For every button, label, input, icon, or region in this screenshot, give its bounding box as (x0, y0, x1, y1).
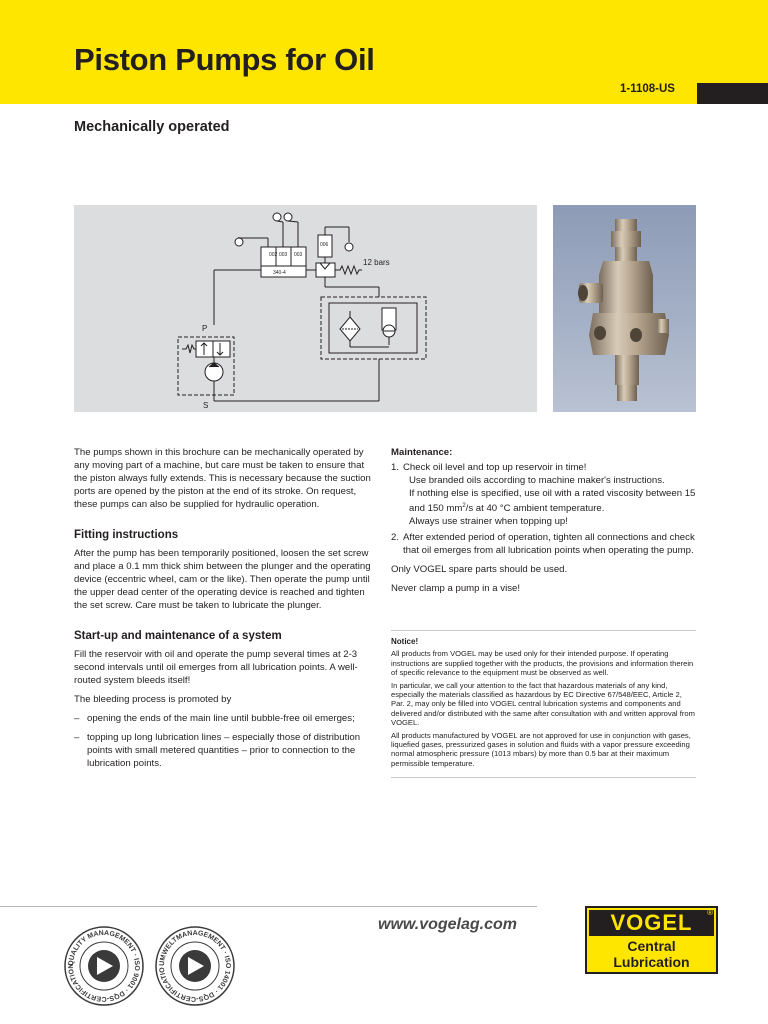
maintenance-heading: Maintenance: (391, 447, 453, 458)
maintenance-viscosity (403, 487, 696, 515)
bleeding-paragraph: The bleeding process is promoted by (74, 694, 232, 705)
registered-mark: ® (707, 908, 713, 917)
piston-pump-icon (553, 205, 696, 412)
notice-paragraph: In particular, we call your attention to the fact that hazardous materials of any kind, especially the materials classified as hazardous by EC Directive 67/548/EEC, Article 2, Par. 2, may only be filled into VOGEL central lubrication systems and components and delivered and/or distributed with the same after consultation with and written approval from VOGEL. (391, 680, 695, 728)
valve-code-label: 006 (320, 242, 329, 248)
list-item-text: opening the ends of the main line until bubble-free oil emerges; (87, 713, 355, 724)
fitting-heading: Fitting instructions (74, 529, 179, 541)
footer-divider (0, 906, 537, 907)
hydraulic-diagram (74, 205, 537, 412)
page-subtitle: Mechanically operated (74, 119, 230, 135)
notice-box (391, 630, 696, 778)
item-number: 2. (391, 532, 400, 544)
list-item (74, 712, 379, 725)
maintenance-line: Use branded oils according to machine maker's instructions. (409, 475, 665, 486)
spare-parts-note: Only VOGEL spare parts should be used. (391, 564, 568, 576)
iso-9001-seal (62, 924, 146, 1013)
list-item (74, 731, 379, 770)
fitting-paragraph: After the pump has been temporarily positioned, loosen the set screw and place a 0.1 mm thick shim between the plunger and the operating device (eccentric wheel, cam or the like). Then operate the pump until the upper dead center of the operating device is reached and tighten the set screw. Care must be taken to lubricate the plunger. (74, 548, 371, 611)
logo-brand: VOGEL (589, 910, 714, 936)
block-output-1: 002 (269, 252, 278, 258)
right-column (391, 446, 696, 601)
viscosity-unit-text: /s at 40 °C ambient temperature. (465, 503, 605, 515)
intro-paragraph: The pumps shown in this brochure can be mechanically operated by any moving part of a machine, but care must be taken to ensure that the piston always fully extends. This is necessary because the suction ports are opened by the piston at the end of its stroke. On request, these pumps can also be supplied for hydraulic operation. (74, 447, 371, 510)
iso-14001-seal (153, 924, 237, 1013)
startup-heading: Start-up and maintenance of a system (74, 630, 282, 642)
list-item (391, 461, 696, 528)
item-number: 1. (391, 462, 400, 473)
bullet-marker: – (74, 732, 80, 743)
notice-paragraph: All products from VOGEL may be used only for their intended purpose. If operating instructions are supplied together with the products, the provisions and information therein of specific relevance to the equipment must be observed as well. (391, 649, 694, 678)
seal-text: QUALITY MANAGEMENT · ISO 9001 · DQS-CERTIFICATION (67, 929, 141, 1003)
list-item-text: topping up long lubrication lines – especially those of distribution points with small metered quantities – prior to connection to the lubrication points. (87, 732, 361, 769)
port-p-label: P (202, 324, 208, 333)
notice-heading: Notice! (391, 637, 419, 646)
logo-line-lubrication: Lubrication (613, 954, 690, 970)
notice-paragraph: All products manufactured by VOGEL are not approved for use in conjunction with gases, liquefied gases, pressurized gases in solution and fluids with a vapor pressure exceeding normal atmospheric pressure (1013 mbars) by more than 0.5 bar at their maximum permissible temperature. (391, 730, 691, 768)
page-title: Piston Pumps for Oil (74, 42, 375, 77)
maintenance-line: Check oil level and top up reservoir in time! (403, 462, 587, 473)
left-column (74, 446, 379, 776)
logo-line-central: Central (627, 938, 676, 954)
block-id-label: 340-4 (273, 270, 286, 276)
startup-paragraph: Fill the reservoir with oil and operate the pump several times at 2-3 second intervals until oil emerges from all lubrication points. A well-routed system bleeds itself! (74, 649, 358, 686)
document-code: 1-1108-US (620, 83, 675, 95)
vise-warning: Never clamp a pump in a vise! (391, 583, 521, 595)
maintenance-line: After extended period of operation, tighten all connections and check that oil emerges from all lubrication points when operating the pump. (403, 532, 695, 557)
viscosity-exponent: 2 (462, 503, 466, 509)
bullet-marker: – (74, 713, 80, 724)
piston-pump-photo (553, 205, 696, 412)
website-link[interactable]: www.vogelag.com (378, 916, 517, 933)
block-output-2: 003 (279, 252, 288, 258)
pressure-label: 12 bars (363, 258, 390, 267)
maintenance-line: Always use strainer when topping up! (409, 516, 568, 528)
seal-text: UMWELTMANAGEMENT · ISO 14001 · DQS-CERTIFICATIO (158, 929, 232, 1003)
block-output-3: 003 (294, 252, 303, 258)
list-item (391, 531, 696, 557)
vogel-logo (585, 906, 718, 974)
viscosity-text: If nothing else is specified, use oil with a rated viscosity between 15 and 150 mm (409, 488, 696, 515)
port-s-label: S (203, 401, 209, 410)
code-bar (697, 83, 768, 104)
